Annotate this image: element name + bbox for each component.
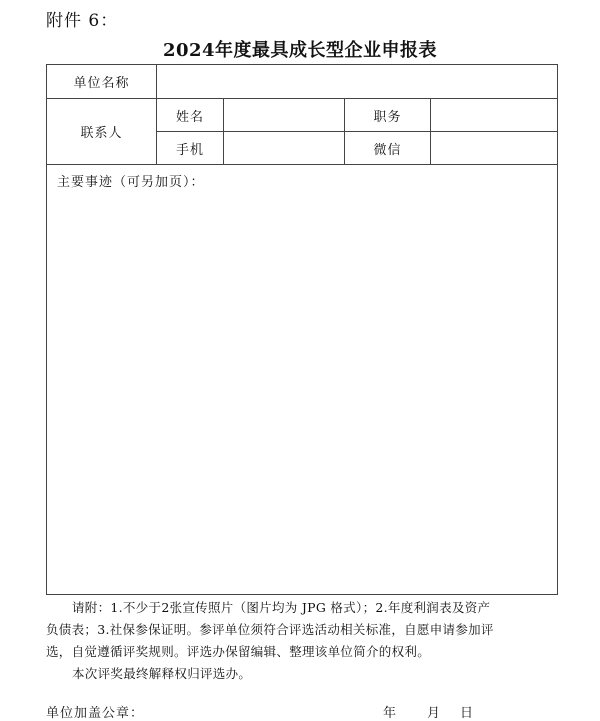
year-label: 年 — [383, 706, 397, 721]
notes-line: 本次评奖最终解释权归评选办。 — [72, 666, 252, 681]
unit-name-field[interactable] — [157, 65, 558, 99]
wechat-label: 微信 — [345, 132, 431, 165]
notes-block — [46, 597, 562, 685]
name-field[interactable] — [224, 99, 345, 132]
notes-line: 选，自觉遵循评奖规则。评选办保留编辑、整理该单位简介的权利。 — [46, 644, 431, 659]
main-deeds-label: 主要事迹（可另加页）： — [57, 175, 205, 190]
application-form-table — [46, 64, 558, 595]
phone-field[interactable] — [224, 132, 345, 165]
notes-line: 请附：1.不少于2张宣传照片（图片均为 JPG 格式）；2.年度利润表及资产 — [72, 600, 491, 615]
position-label: 职务 — [345, 99, 431, 132]
day-label: 日 — [460, 706, 474, 721]
notes-line: 负债表；3.社保参保证明。参评单位须符合评选活动相关标准，自愿申请参加评 — [46, 622, 494, 637]
name-label: 姓名 — [157, 99, 224, 132]
unit-name-row — [47, 65, 558, 99]
month-label: 月 — [427, 706, 441, 721]
attachment-label: 附件 6： — [46, 11, 119, 31]
seal-label: 单位加盖公章： — [46, 706, 145, 721]
position-field[interactable] — [431, 99, 558, 132]
contact-name-row — [47, 99, 558, 132]
main-deeds-row — [47, 165, 558, 595]
form-title: 2024年度最具成长型企业申报表 — [162, 40, 438, 61]
phone-label: 手机 — [157, 132, 224, 165]
unit-name-label: 单位名称 — [47, 65, 157, 99]
main-deeds-field[interactable] — [47, 165, 558, 595]
wechat-field[interactable] — [431, 132, 558, 165]
contact-label: 联系人 — [47, 99, 157, 165]
